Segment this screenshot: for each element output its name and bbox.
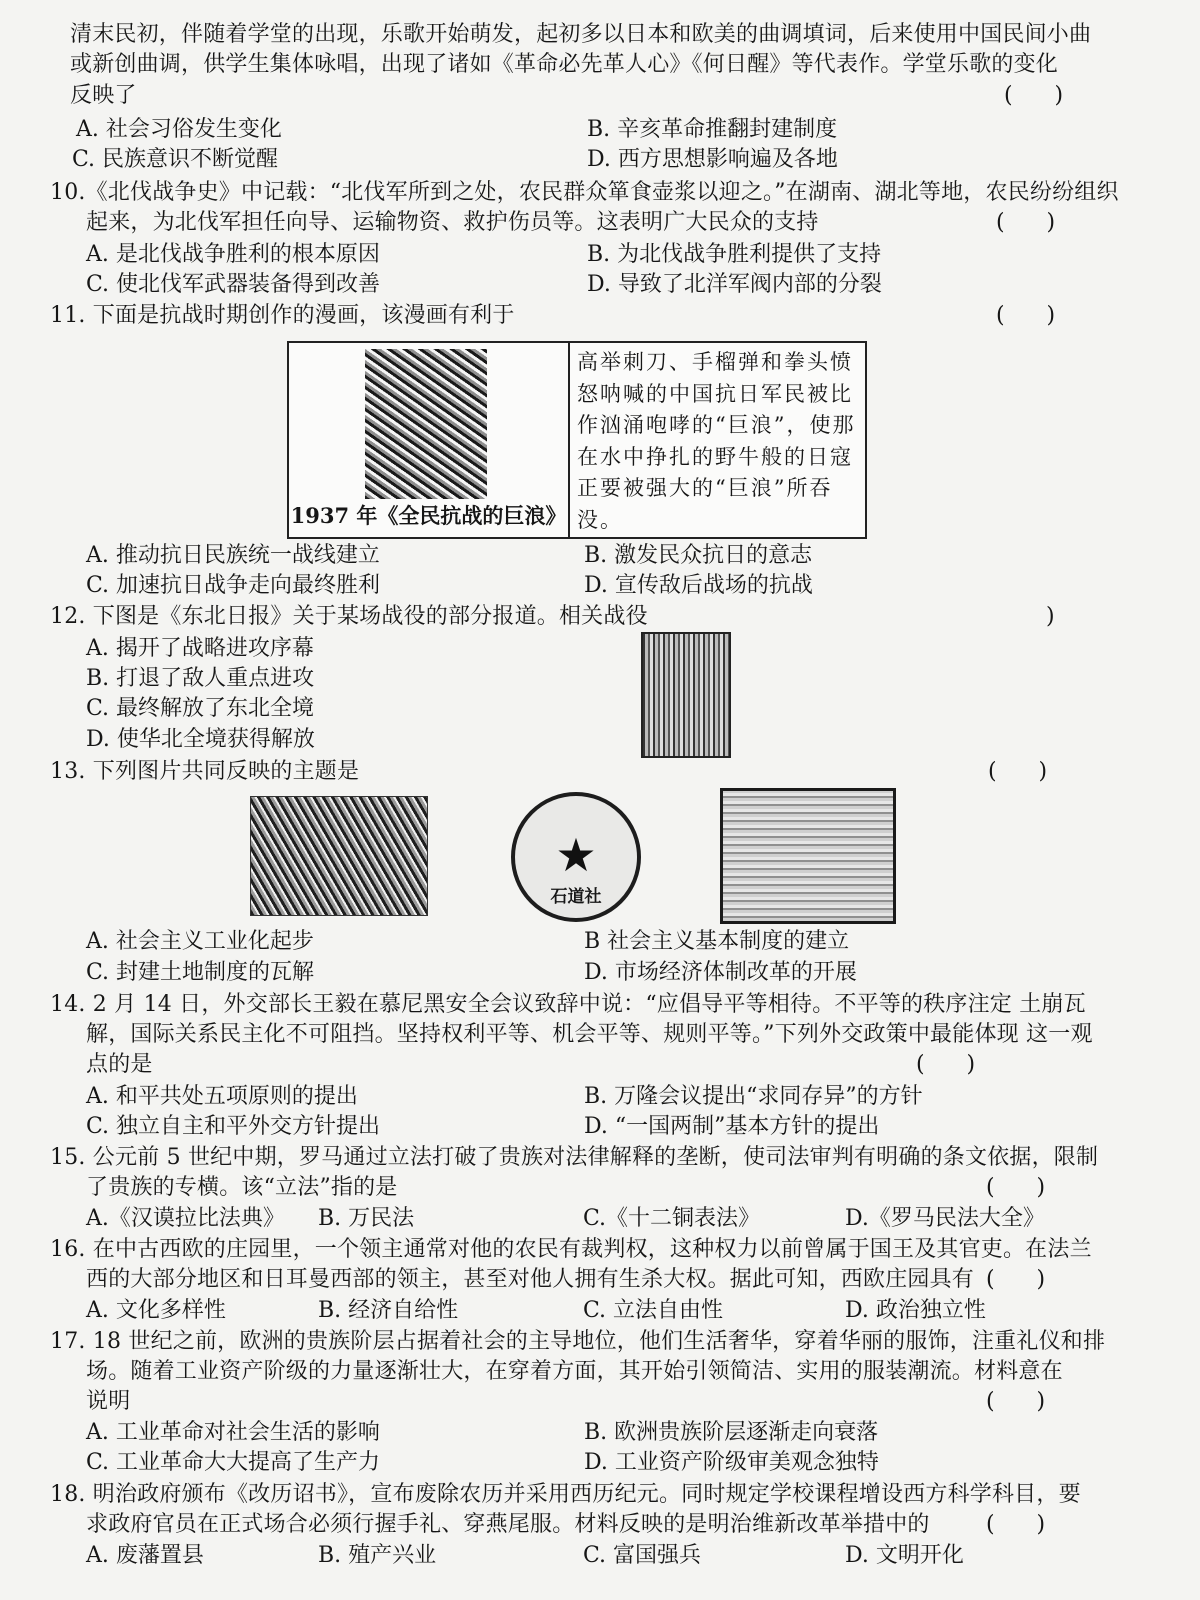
q10-option-c: C. 使北伐军武器装备得到改善 [86, 272, 381, 297]
q12-stem: 12. 下图是《东北日报》关于某场战役的部分报道。相关战役 [50, 604, 648, 629]
certificate-image [720, 788, 896, 924]
q17-stem-line2: 场。随着工业资产阶级的力量逐渐壮大，在穿着方面，其开始引领简洁、实用的服装潮流。材料意在 [86, 1359, 1063, 1384]
cartoon-figure [287, 341, 867, 539]
q13-answer-paren: ( ) [988, 759, 1048, 784]
q16-option-b: B. 经济自给性 [318, 1298, 459, 1323]
q10-answer-paren: ( ) [996, 210, 1056, 235]
q9-answer-paren: ( ) [1004, 83, 1064, 108]
q9-stem-line1: 清末民初，伴随着学堂的出现，乐歌开始萌发，起初多以日本和欧美的曲调填词，后来使用中国民间小曲 [70, 22, 1092, 47]
cartoon-caption: 1937 年《全民抗战的巨浪》 [290, 503, 567, 528]
q17-answer-paren: ( ) [986, 1389, 1046, 1414]
q9-stem-line2: 或新创曲调，供学生集体咏唱，出现了诸如《革命必先革人心》《何日醒》等代表作。学堂乐歌的变化 [70, 52, 1059, 77]
q16-option-d: D. 政治独立性 [845, 1298, 986, 1323]
q14-stem-line1: 14. 2 月 14 日，外交部长王毅在慕尼黑安全会议致辞中说：“应倡导平等相待。不平等的秩序注定 土崩瓦 [50, 992, 1086, 1017]
q13-stem: 13. 下列图片共同反映的主题是 [50, 759, 360, 784]
q11-option-a: A. 推动抗日民族统一战线建立 [86, 543, 380, 568]
q12-option-d: D. 使华北全境获得解放 [86, 727, 315, 752]
q13-option-a: A. 社会主义工业化起步 [86, 929, 314, 954]
q13-option-d: D. 市场经济体制改革的开展 [584, 960, 857, 985]
star-icon: ★ [555, 828, 597, 882]
cartoon-image [365, 349, 487, 499]
q11-answer-paren: ( ) [996, 303, 1056, 328]
q12-option-c: C. 最终解放了东北全境 [86, 696, 315, 721]
q18-option-c: C. 富国强兵 [583, 1543, 702, 1568]
seal-bottom-text: 石道社 [550, 887, 602, 907]
q15-option-a: A.《汉谟拉比法典》 [86, 1206, 285, 1231]
q14-option-a: A. 和平共处五项原则的提出 [86, 1084, 358, 1109]
q14-option-b: B. 万隆会议提出“求同存异”的方针 [584, 1084, 923, 1109]
q18-stem-line2: 求政府官员在正式场合必须行握手礼、穿燕尾服。材料反映的是明治维新改革举措中的 [86, 1512, 930, 1537]
q15-stem-line1: 15. 公元前 5 世纪中期，罗马通过立法打破了贵族对法律解释的垄断，使司法审判有明确的条文依据，限制 [50, 1145, 1099, 1170]
q9-option-b: B. 辛亥革命推翻封建制度 [587, 117, 838, 142]
q12-option-b: B. 打退了敌人重点进攻 [86, 666, 315, 691]
q9-option-a: A. 社会习俗发生变化 [76, 117, 282, 142]
q18-stem-line1: 18. 明治政府颁布《改历诏书》，宣布废除农历并采用西历纪元。同时规定学校课程增设西方科学科目，要 [50, 1482, 1081, 1507]
q17-option-b: B. 欧洲贵族阶层逐渐走向衰落 [584, 1420, 879, 1445]
q10-stem-line2: 起来，为北伐军担任向导、运输物资、救护伤员等。这表明广大民众的支持 [86, 210, 819, 235]
q15-answer-paren: ( ) [986, 1175, 1046, 1200]
newspaper-image [641, 632, 731, 758]
q18-option-d: D. 文明开化 [845, 1543, 964, 1568]
q16-stem-line2: 西的大部分地区和日耳曼西部的领主，甚至对他人拥有生杀大权。据此可知，西欧庄园具有 [86, 1267, 975, 1292]
q10-option-b: B. 为北伐战争胜利提供了支持 [587, 242, 882, 267]
q14-option-c: C. 独立自主和平外交方针提出 [86, 1114, 381, 1139]
q11-option-c: C. 加速抗日战争走向最终胜利 [86, 573, 381, 598]
q18-option-b: B. 殖产兴业 [318, 1543, 437, 1568]
q13-option-c: C. 封建土地制度的瓦解 [86, 960, 315, 985]
cooperative-seal-image [511, 792, 641, 922]
q9-option-c: C. 民族意识不断觉醒 [72, 147, 279, 172]
q12-answer-paren: ) [1046, 604, 1055, 629]
q16-option-c: C. 立法自由性 [583, 1298, 724, 1323]
q15-option-d: D.《罗马民法大全》 [845, 1206, 1045, 1231]
q11-option-d: D. 宣传敌后战场的抗战 [584, 573, 813, 598]
q9-option-d: D. 西方思想影响遍及各地 [587, 147, 838, 172]
q16-stem-line1: 16. 在中古西欧的庄园里，一个领主通常对他的农民有裁判权，这种权力以前曾属于国王及其官吏。在法兰 [50, 1237, 1092, 1262]
q16-answer-paren: ( ) [986, 1267, 1046, 1292]
cartoon-divider [568, 343, 570, 537]
q17-stem-line1: 17. 18 世纪之前，欧洲的贵族阶层占据着社会的主导地位，他们生活奢华，穿着华丽的服饰，注重礼仪和排 [50, 1329, 1106, 1354]
q18-option-a: A. 废藩置县 [86, 1543, 204, 1568]
cartoon-description: 高举刺刀、手榴弹和拳头愤怒呐喊的中国抗日军民被比作汹涌咆哮的“巨浪”，使那在水中挣扎的野牛般的日寇正要被强大的“巨浪”所吞没。 [577, 350, 856, 532]
q14-stem-line3: 点的是 [86, 1052, 153, 1077]
q17-stem-line3: 说明 [86, 1389, 131, 1414]
q10-option-d: D. 导致了北洋军阀内部的分裂 [587, 272, 882, 297]
q15-option-c: C.《十二铜表法》 [583, 1206, 761, 1231]
q14-option-d: D. “一国两制”基本方针的提出 [584, 1114, 880, 1139]
q18-answer-paren: ( ) [986, 1512, 1046, 1537]
q17-option-a: A. 工业革命对社会生活的影响 [86, 1420, 380, 1445]
q10-option-a: A. 是北伐战争胜利的根本原因 [86, 242, 380, 267]
q15-stem-line2: 了贵族的专横。该“立法”指的是 [86, 1175, 398, 1200]
q14-answer-paren: ( ) [916, 1052, 976, 1077]
q14-stem-line2: 解，国际关系民主化不可阻挡。坚持权利平等、机会平等、规则平等。”下列外交政策中最能体现 这一观 [86, 1022, 1093, 1047]
q11-stem: 11. 下面是抗战时期创作的漫画，该漫画有利于 [50, 303, 515, 328]
q10-stem-line1: 10.《北伐战争史》中记载：“北伐军所到之处，农民群众箪食壶浆以迎之。”在湖南、湖北等地，农民纷纷组织 [50, 180, 1119, 205]
q15-option-b: B. 万民法 [318, 1206, 415, 1231]
q9-stem-line3: 反映了 [70, 83, 137, 108]
q17-option-d: D. 工业资产阶级审美观念独特 [584, 1450, 879, 1475]
q11-option-b: B. 激发民众抗日的意志 [584, 543, 813, 568]
poster-image [250, 796, 428, 916]
q12-option-a: A. 揭开了战略进攻序幕 [86, 636, 314, 661]
q16-option-a: A. 文化多样性 [86, 1298, 226, 1323]
q13-option-b: B 社会主义基本制度的建立 [584, 929, 850, 954]
q17-option-c: C. 工业革命大大提高了生产力 [86, 1450, 381, 1475]
